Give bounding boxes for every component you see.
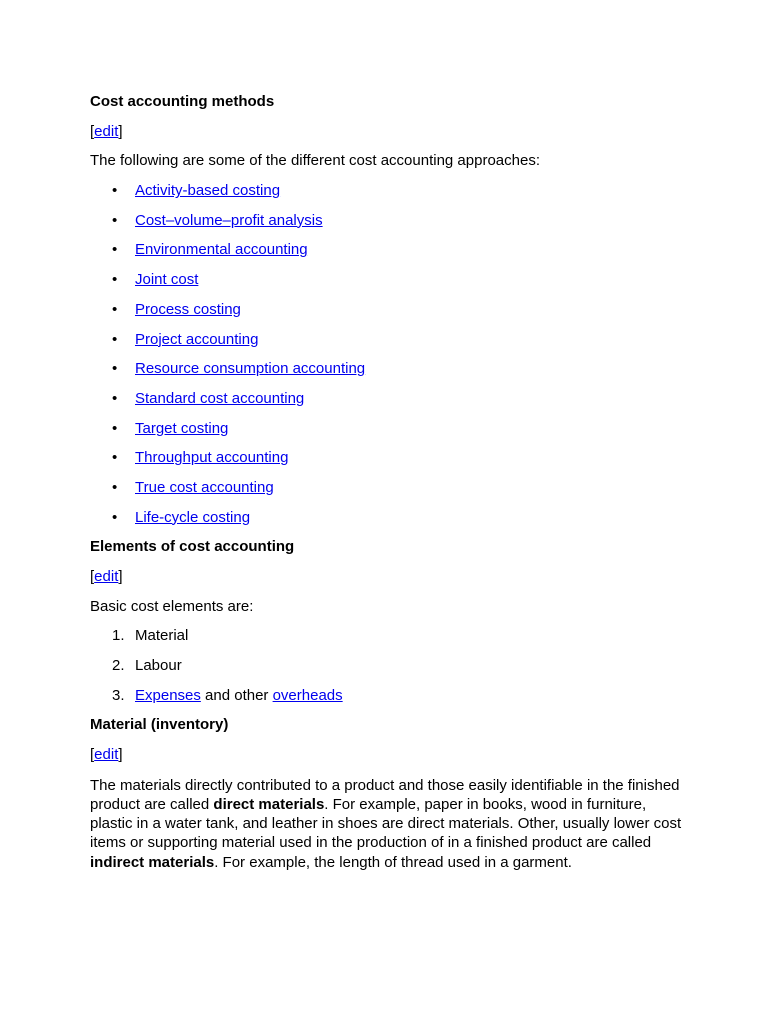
list-item (90, 420, 685, 450)
overheads-link[interactable]: overheads (272, 686, 343, 704)
edit-link-material[interactable]: edit (94, 746, 119, 764)
bullet-icon: • (112, 211, 118, 229)
section-heading-elements: Elements of cost accounting (90, 538, 295, 556)
method-link-true-cost-accounting[interactable]: True cost accounting (135, 478, 274, 496)
edit-link-row-methods: [edit] (90, 122, 123, 140)
list-item (90, 271, 685, 301)
method-link-life-cycle-costing[interactable]: Life-cycle costing (135, 508, 251, 526)
material-paragraph (90, 776, 685, 872)
element-label-material: Material (135, 627, 189, 645)
list-item (90, 687, 685, 717)
edit-link-elements[interactable]: edit (94, 568, 119, 585)
method-link-standard-cost-accounting[interactable]: Standard cost accounting (135, 389, 305, 407)
material-text-2: . For example, paper in books, wood in furniture, plastic in a water tank, and leather in shoes are direct materials. Other, usually lower cost items or supporting material used in the production of in a finished product are called (90, 796, 682, 852)
bullet-icon: • (112, 389, 118, 407)
list-item (90, 331, 685, 361)
list-item (90, 212, 685, 242)
list-item (90, 479, 685, 509)
edit-link-row-elements: [edit] (90, 568, 123, 585)
method-link-target-costing[interactable]: Target costing (135, 419, 229, 437)
list-item (90, 627, 685, 657)
bullet-icon: • (112, 508, 118, 526)
list-number: 2. (112, 657, 125, 675)
bullet-icon: • (112, 300, 118, 318)
list-item (90, 390, 685, 420)
section-heading-material: Material (inventory) (90, 716, 229, 734)
material-text-3: . For example, the length of thread used in a garment. (214, 853, 572, 871)
method-link-environmental-accounting[interactable]: Environmental accounting (135, 241, 308, 259)
method-link-project-accounting[interactable]: Project accounting (135, 330, 259, 348)
method-link-joint-cost[interactable]: Joint cost (135, 271, 199, 289)
list-item (90, 657, 685, 687)
method-link-process-costing[interactable]: Process costing (135, 300, 241, 318)
elements-intro: Basic cost elements are: (90, 597, 254, 615)
section-heading-methods: Cost accounting methods (90, 93, 275, 110)
list-item (90, 241, 685, 271)
method-link-cost-volume-profit[interactable]: Cost–volume–profit analysis (135, 211, 323, 229)
document-page (90, 93, 685, 872)
bullet-icon: • (112, 241, 118, 259)
list-item (90, 509, 685, 539)
list-item (90, 182, 685, 212)
method-link-throughput-accounting[interactable]: Throughput accounting (135, 449, 289, 467)
methods-intro: The following are some of the different cost accounting approaches: (90, 152, 540, 170)
bullet-icon: • (112, 182, 118, 200)
bullet-icon: • (112, 449, 118, 467)
method-link-resource-consumption-accounting[interactable]: Resource consumption accounting (135, 360, 366, 378)
bullet-icon: • (112, 419, 118, 437)
element-label-labour: Labour (135, 657, 182, 675)
edit-link-methods[interactable]: edit (94, 122, 119, 140)
element-connector-text: and other (200, 686, 273, 704)
expenses-link[interactable]: Expenses (135, 686, 201, 704)
list-item (90, 301, 685, 331)
bullet-icon: • (112, 330, 118, 348)
list-number: 1. (112, 627, 125, 645)
list-number: 3. (112, 686, 125, 704)
bullet-icon: • (112, 360, 118, 378)
direct-materials-term: direct materials (213, 796, 325, 814)
material-text-1: The materials directly contributed to a product and those easily identifiable in the finished product are called (90, 776, 680, 814)
method-link-activity-based-costing[interactable]: Activity-based costing (135, 182, 281, 200)
bullet-icon: • (112, 478, 118, 496)
list-item (90, 449, 685, 479)
indirect-materials-term: indirect materials (90, 853, 215, 871)
list-item (90, 360, 685, 390)
edit-link-row-material: [edit] (90, 746, 123, 764)
bullet-icon: • (112, 271, 118, 289)
